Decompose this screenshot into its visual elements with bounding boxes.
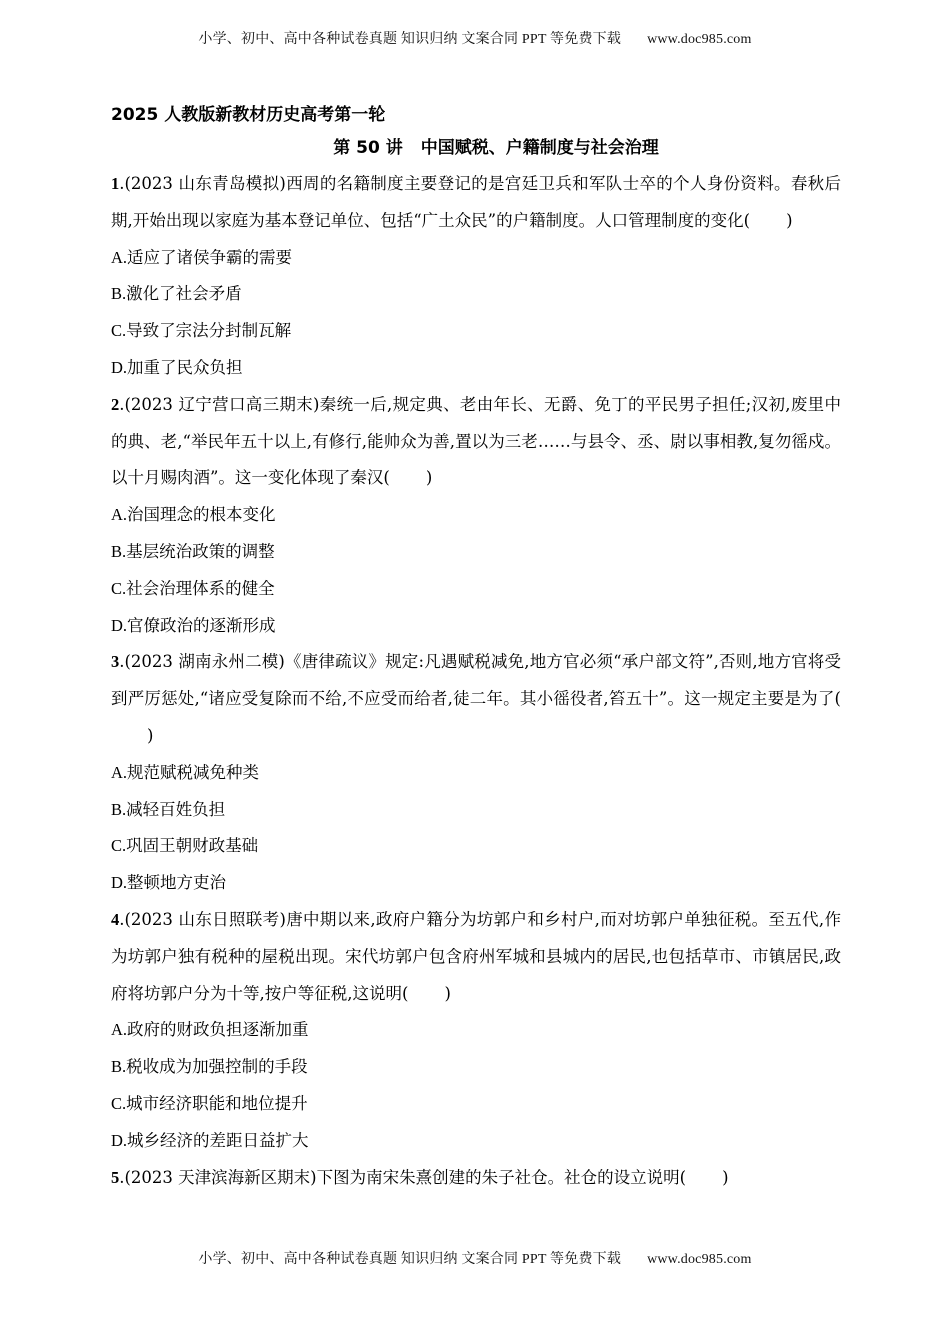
option-b[interactable]: B.基层统治政策的调整 [111,541,275,561]
question-5 [111,1160,841,1197]
option-d[interactable]: D.城乡经济的差距日益扩大 [111,1130,309,1150]
question-4 [111,902,841,1160]
question-stem: 4.(2023 山东日照联考)唐中期以来,政府户籍分为坊郭户和乡村户,而对坊郭户单独征税。至五代,作为坊郭户独有税种的屋税出现。宋代坊郭户包含府州军城和县城内的居民,也包括草市、市镇居民,政府将坊郭户分为十等,按户等征税,这说明( ) [111,909,841,1003]
question-stem: 5.(2023 天津滨海新区期末)下图为南宋朱熹创建的朱子社仓。社仓的设立说明( ) [111,1167,729,1187]
question-source: (2023 山东日照联考) [124,909,286,929]
question-stem: 1.(2023 山东青岛模拟)西周的名籍制度主要登记的是宫廷卫兵和军队士卒的个人身份资料。春秋后期,开始出现以家庭为基本登记单位、包括“广土众民”的户籍制度。人口管理制度的变化( ) [111,174,841,230]
option-b[interactable]: B.减轻百姓负担 [111,799,226,819]
option-d[interactable]: D.加重了民众负担 [111,357,243,377]
footer-url[interactable]: www.doc985.com [647,1252,752,1267]
option-b[interactable]: B.激化了社会矛盾 [111,284,242,304]
question-source: (2023 辽宁营口高三期末) [124,394,320,414]
page-header [0,28,950,48]
question-text: 秦统一后,规定典、老由年长、无爵、免丁的平民男子担任;汉初,废里中的典、老,“举民年五十以上,有修行,能帅众为善,置以为三老……与县令、丞、尉以事相教,复勿徭戍。以十月赐肉酒”。这一变化体现了秦汉( [111,394,841,488]
question-number: 3 [111,652,120,672]
option-d[interactable]: D.官僚政治的逐渐形成 [111,615,276,635]
option-a[interactable]: A.政府的财政负担逐渐加重 [111,1020,309,1040]
question-number: 2 [111,394,120,414]
question-3 [111,644,841,902]
document-body [111,100,841,1196]
question-1 [111,166,841,387]
option-d[interactable]: D.整顿地方吏治 [111,873,227,893]
option-c[interactable]: C.巩固王朝财政基础 [111,836,259,856]
lecture-number: 第 50 讲 [333,138,403,158]
question-number: 5 [111,1167,120,1187]
lecture-title: 中国赋税、户籍制度与社会治理 [420,138,659,158]
question-text: 西周的名籍制度主要登记的是宫廷卫兵和军队士卒的个人身份资料。春秋后期,开始出现以家庭为基本登记单位、包括“广土众民”的户籍制度。人口管理制度的变化( [111,174,841,230]
question-source: (2023 湖南永州二模) [124,652,285,672]
question-2 [111,387,841,645]
footer-text: 小学、初中、高中各种试卷真题 知识归纳 文案合同 PPT 等免费下载 [198,1252,622,1267]
question-source: (2023 山东青岛模拟) [124,174,286,193]
option-a[interactable]: A.适应了诸侯争霸的需要 [111,247,293,267]
question-text: 下图为南宋朱熹创建的朱子社仓。社仓的设立说明( [316,1167,687,1187]
question-source: (2023 天津滨海新区期末) [124,1167,317,1187]
option-c[interactable]: C.社会治理体系的健全 [111,578,275,598]
page-footer [0,1248,950,1268]
option-c[interactable]: C.城市经济职能和地位提升 [111,1093,308,1113]
question-stem: 3.(2023 湖南永州二模)《唐律疏议》规定:凡遇赋税减免,地方官必须“承户部文符”,否则,地方官将受到严厉惩处,“诸应受复除而不给,不应受而给者,徒二年。其小徭役者,笞五十”。这一规定主要是为了() [111,652,841,745]
header-url[interactable]: www.doc985.com [647,32,752,47]
question-text: 唐中期以来,政府户籍分为坊郭户和乡村户,而对坊郭户单独征税。至五代,作为坊郭户独有税种的屋税出现。宋代坊郭户包含府州军城和县城内的居民,也包括草市、市镇居民,政府将坊郭户分为十等,按户等征税,这说明( [111,909,841,1003]
question-number: 4 [111,909,120,929]
option-c[interactable]: C.导致了宗法分封制瓦解 [111,321,292,341]
header-text: 小学、初中、高中各种试卷真题 知识归纳 文案合同 PPT 等免费下载 [198,32,622,47]
question-stem: 2.(2023 辽宁营口高三期末)秦统一后,规定典、老由年长、无爵、免丁的平民男子担任;汉初,废里中的典、老,“举民年五十以上,有修行,能帅众为善,置以为三老……与县令、丞、尉以事相教,复勿徭戍。以十月赐肉酒”。这一变化体现了秦汉( ) [111,394,841,488]
question-text: 《唐律疏议》规定:凡遇赋税减免,地方官必须“承户部文符”,否则,地方官将受到严厉惩处,“诸应受复除而不给,不应受而给者,徒二年。其小徭役者,笞五十”。这一规定主要是为了( [111,652,841,709]
lecture-heading [111,130,841,166]
option-b[interactable]: B.税收成为加强控制的手段 [111,1057,308,1077]
document-title: 2025 人教版新教材历史高考第一轮 [111,105,386,125]
option-a[interactable]: A.规范赋税减免种类 [111,762,260,782]
option-a[interactable]: A.治国理念的根本变化 [111,505,276,525]
question-number: 1 [111,174,120,193]
